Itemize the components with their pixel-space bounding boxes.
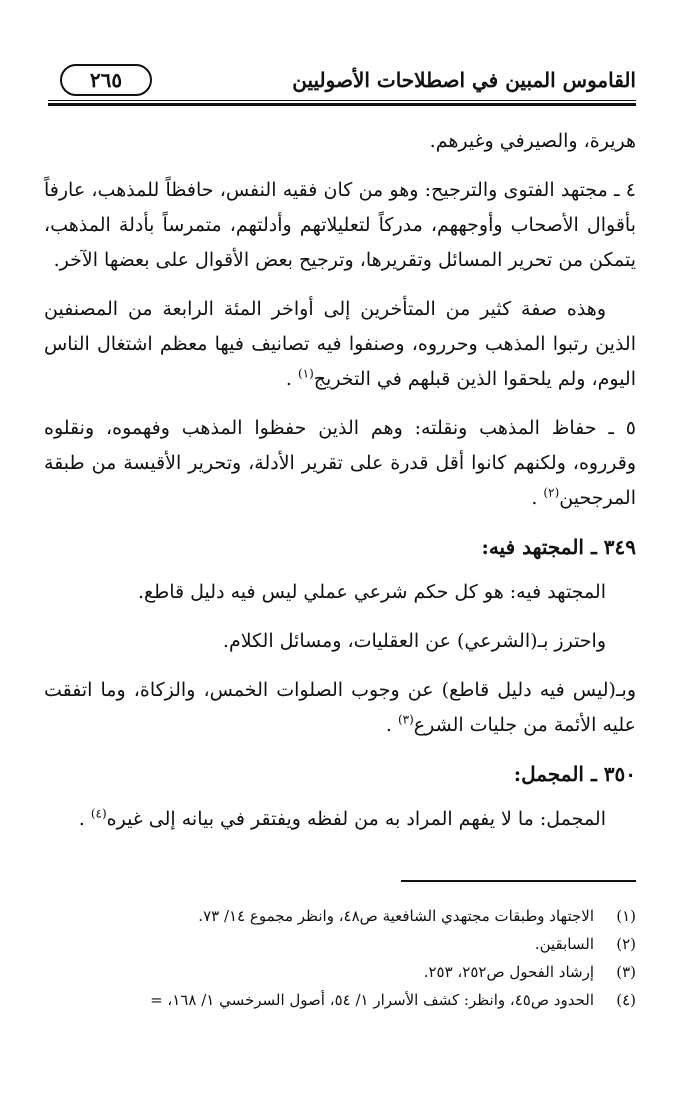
- footnote-text: إرشاد الفحول ص٢٥٢، ٢٥٣.: [423, 963, 594, 981]
- paragraph-definition-350: [44, 802, 636, 837]
- header-rule: [48, 100, 636, 101]
- running-title: القاموس المبين في اصطلاحات الأصوليين: [292, 68, 636, 92]
- period: .: [78, 808, 85, 830]
- header-rule-thick: [48, 103, 636, 106]
- period: .: [531, 487, 538, 509]
- paragraph-definition-349: المجتهد فيه: هو كل حكم شرعي عملي ليس فيه دليل قاطع.: [137, 581, 606, 603]
- footnote-2: [44, 930, 636, 958]
- paragraph-sharii: واحترز بـ(الشرعي) عن العقليات، ومسائل الكلام.: [222, 630, 606, 652]
- period: .: [285, 368, 292, 390]
- paragraph-text: المجمل: ما لا يفهم المراد به من لفظه ويفتقر في بيانه إلى غيره: [106, 808, 606, 830]
- footnotes: [44, 902, 636, 1014]
- footnote-text: السابقين.: [534, 935, 594, 953]
- footnote-text: الحدود ص٤٥، وانظر: كشف الأسرار ١/ ٥٤، أصول السرخسي ١/ ١٦٨، =: [150, 991, 594, 1009]
- footnote-ref-4: (٤): [90, 806, 107, 821]
- running-header: [48, 62, 636, 102]
- footnote-1: [44, 902, 636, 930]
- period: .: [385, 714, 392, 736]
- footnote-3: [44, 958, 636, 986]
- footnote-separator: [401, 880, 636, 882]
- paragraph-text: وهذه صفة كثير من المتأخرين إلى أواخر المئة الرابعة من المصنفين الذين رتبوا المذهب وحرروه، وصنفوا فيه تصانيف فيها معظم اشتغال الناس اليوم، ولم يلحقوا الذين قبلهم في التخريج: [44, 298, 636, 390]
- paragraph-1: هريرة، والصيرفي وغيرهم.: [429, 130, 636, 152]
- paragraph-text: ٥ ـ حفاظ المذهب ونقلته: وهم الذين حفظوا المذهب وفهموه، ونقلوه وقرروه، ولكنهم كانوا أقل قدرة على تقرير الأدلة، وتحرير الأقيسة من طبقة المرجحين: [44, 417, 636, 509]
- page-number: ٢٦٥: [60, 64, 152, 96]
- paragraph-mujtahid-fatwa: ٤ ـ مجتهد الفتوى والترجيح: وهو من كان فقيه النفس، حافظاً للمذهب، عارفاً بأقوال الأصحاب وأوجههم، مدركاً لتعليلاتهم وأدلتهم، متمرساً بأدلة المذهب، يتمكن من تحرير المسائل وتقريرها، وترجيح بعض الأقوال على بعضها الآخر.: [44, 179, 636, 271]
- footnote-number: (٣): [616, 963, 636, 981]
- page-body: [44, 124, 636, 851]
- paragraph-later-scholars: [44, 292, 636, 397]
- footnote-text: الاجتهاد وطبقات مجتهدي الشافعية ص٤٨، وانظر مجموع ١٤/ ٧٣.: [198, 907, 594, 925]
- footnote-number: (٢): [616, 935, 636, 953]
- footnote-ref-2: (٢): [543, 485, 560, 500]
- footnote-ref-1: (١): [297, 366, 314, 381]
- paragraph-qati: [44, 673, 636, 743]
- section-heading-350: ٣٥٠ ـ المجمل:: [513, 762, 636, 786]
- paragraph-text: وبـ(ليس فيه دليل قاطع) عن وجوب الصلوات الخمس، والزكاة، وما اتفقت عليه الأئمة من جليات الشرع: [44, 679, 636, 736]
- footnote-number: (١): [616, 907, 636, 925]
- footnote-number: (٤): [616, 991, 636, 1009]
- section-heading-349: ٣٤٩ ـ المجتهد فيه:: [481, 535, 636, 559]
- paragraph-huffaz: [44, 411, 636, 516]
- footnote-ref-3: (٣): [397, 712, 414, 727]
- footnote-4: [44, 986, 636, 1014]
